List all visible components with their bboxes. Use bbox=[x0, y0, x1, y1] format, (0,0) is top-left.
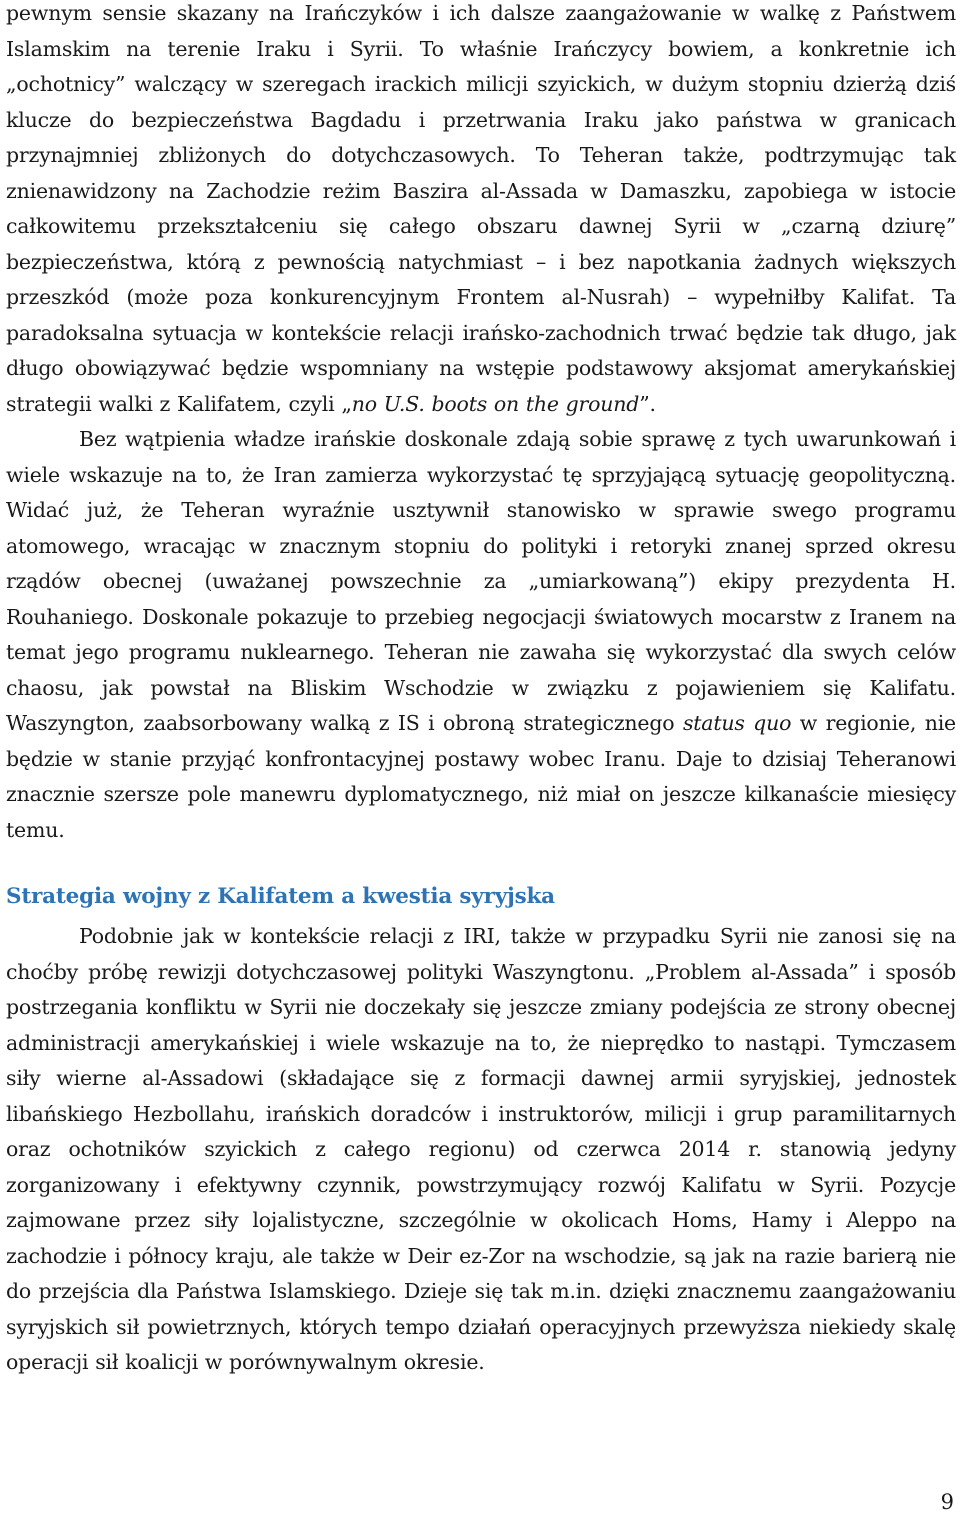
section-heading: Strategia wojny z Kalifatem a kwestia syryjska bbox=[6, 884, 555, 909]
italic-phrase-status-quo: status quo bbox=[682, 711, 792, 735]
paragraph-iran-geopolitics bbox=[6, 422, 956, 848]
paragraph-iran-role bbox=[6, 0, 956, 422]
paragraph-iran-role-text: pewnym sensie skazany na Irańczyków i ich dalsze zaangażowanie w walkę z Państwem Islamskim na terenie Iraku i Syrii. To właśnie Irańczycy bowiem, a konkretnie ich „ochotnicy” walczący w szeregach irackich milicji szyickich, w dużym stopniu dzierżą dziś klucze do bezpieczeństwa Bagdadu i przetrwania Iraku jako państwa w granicach przynajmniej zbliżonych do dotychczasowych. To Teheran także, podtrzymując tak znienawidzony na Zachodzie reżim Baszira al-Assada w Damaszku, zapobiega w istocie całkowitemu przekształceniu się całego obszaru dawnej Syrii w „czarną dziurę” bezpieczeństwa, którą z pewnością natychmiast – i bez napotkania żadnych większych przeszkód (może poza konkurencyjnym Frontem al-Nusrah) – wypełniłby Kalifat. Ta paradoksalna sytuacja w kontekście relacji irańsko-zachodnich trwać będzie tak długo, jak długo obowiązywać będzie wspomniany na wstępie podstawowy aksjomat amerykańskiej strategii walki z Kalifatem, czyli „ bbox=[6, 1, 956, 416]
paragraph-iran-role-end: ”. bbox=[639, 391, 656, 416]
paragraph-iran-geopolitics-end: w regionie, nie będzie w stanie przyjąć konfrontacyjnej postawy wobec Iranu. Daje to dzisiaj Teheranowi znacznie szersze pole manewru dyplomatycznego, niż miał on jeszcze kilkanaście miesięcy temu. bbox=[6, 711, 956, 842]
page-number: 9 bbox=[940, 1490, 954, 1514]
document-page bbox=[6, 0, 956, 1381]
paragraph-iran-geopolitics-text: Bez wątpienia władze irańskie doskonale zdają sobie sprawę z tych uwarunkowań i wiele wskazuje na to, że Iran zamierza wykorzystać tę sprzyjającą sytuację geopolityczną. Widać już, że Teheran wyraźnie usztywnił stanowisko w sprawie swego programu atomowego, wracając w znacznym stopniu do polityki i retoryki znanej sprzed okresu rządów obecnej (uważanej powszechnie za „umiarkowaną”) ekipy prezydenta H. Rouhaniego. Doskonale pokazuje to przebieg negocjacji światowych mocarstw z Iranem na temat jego programu nuklearnego. Teheran nie zawaha się wykorzystać dla swych celów chaosu, jak powstał na Bliskim Wschodzie w związku z pojawieniem się Kalifatu. Waszyngton, zaabsorbowany walką z IS i obroną strategicznego bbox=[6, 427, 956, 735]
italic-phrase-boots: no U.S. boots on the ground bbox=[351, 391, 640, 416]
paragraph-syria: Podobnie jak w kontekście relacji z IRI, także w przypadku Syrii nie zanosi się na choćby próbę rewizji dotychczasowej polityki Waszyngtonu. „Problem al-Assada” i sposób postrzegania konfliktu w Syrii nie doczekały się jeszcze zmiany podejścia ze strony obecnej administracji amerykańskiej i wiele wskazuje na to, że nieprędko to nastąpi. Tymczasem siły wierne al-Assadowi (składające się z formacji dawnej armii syryjskiej, jednostek libańskiego Hezbollahu, irańskich doradców i instruktorów, milicji i grup paramilitarnych oraz ochotników szyickich z całego regionu) od czerwca 2014 r. stanowią jedyny zorganizowany i efektywny czynnik, powstrzymujący rozwój Kalifatu w Syrii. Pozycje zajmowane przez siły lojalistyczne, szczególnie w okolicach Homs, Hamy i Aleppo na zachodzie i północy kraju, ale także w Deir ez-Zor na wschodzie, są jak na razie barierą nie do przejścia dla Państwa Islamskiego. Dzieje się tak m.in. dzięki znacznemu zaangażowaniu syryjskich sił powietrznych, których tempo działań operacyjnych przewyższa niekiedy skalę operacji sił koalicji w porównywalnym okresie. bbox=[6, 924, 956, 1374]
